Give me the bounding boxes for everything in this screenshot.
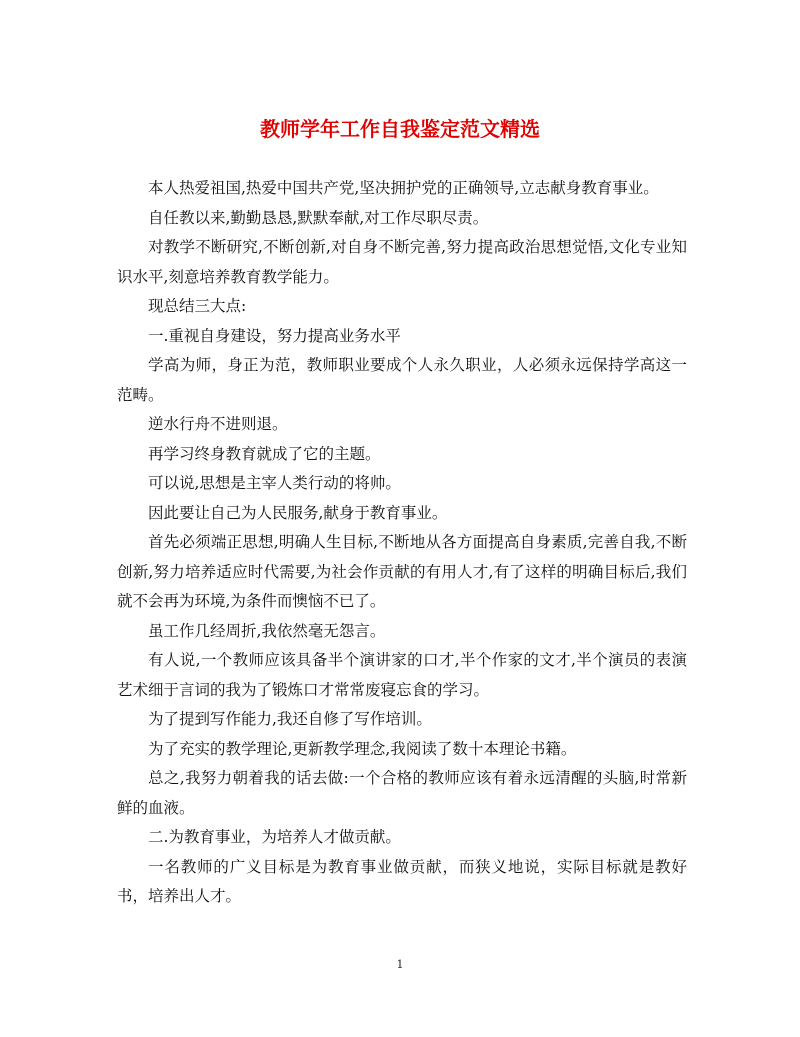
paragraph: 虽工作几经周折,我依然毫无怨言。 xyxy=(148,621,386,640)
page-number: 1 xyxy=(396,958,404,971)
paragraph: 为了充实的教学理论,更新教学理念,我阅读了数十本理论书籍。 xyxy=(148,739,577,758)
paragraph: 自任教以来,勤勤恳恳,默默奉献,对工作尽职尽责。 xyxy=(148,208,489,227)
document-title: 教师学年工作自我鉴定范文精选 xyxy=(260,117,540,141)
paragraph: 现总结三大点: xyxy=(148,297,247,315)
paragraph: 对教学不断研究,不断创新,对自身不断完善,努力提高政治思想觉悟,文化专业知识水平,刻意培养教育教学能力。 xyxy=(117,238,687,286)
section-heading: 一.重视自身建设，努力提高业务水平 xyxy=(148,326,401,345)
paragraph: 逆水行舟不进则退。 xyxy=(148,415,288,433)
paragraph: 因此要让自己为人民服务,献身于教育事业。 xyxy=(148,503,448,522)
paragraph: 可以说,思想是主宰人类行动的将帅。 xyxy=(148,474,401,492)
paragraph: 有人说,一个教师应该具备半个演讲家的口才,半个作家的文才,半个演员的表演艺术细于言词的我为了锻炼口才常常废寝忘食的学习。 xyxy=(117,651,687,699)
paragraph: 学高为师，身正为范，教师职业要成个人永久职业，人必须永远保持学高这一范畴。 xyxy=(117,356,687,404)
paragraph: 本人热爱祖国,热爱中国共产党,坚决拥护党的正确领导,立志献身教育事业。 xyxy=(148,179,659,197)
paragraph: 一名教师的广义目标是为教育事业做贡献，而狭义地说，实际目标就是教好书，培养出人才。 xyxy=(117,857,687,905)
document-body xyxy=(117,174,687,912)
paragraph: 首先必须端正思想,明确人生目标,不断地从各方面提高自身素质,完善自我,不断创新,努力培养适应时代需要,为社会作贡献的有用人才,有了这样的明确目标后,我们就不会再为环境,为条件而懊恼不已了。 xyxy=(117,533,687,610)
section-heading: 二.为教育事业，为培养人才做贡献。 xyxy=(148,828,401,846)
paragraph: 总之,我努力朝着我的话去做:一个合格的教师应该有着永远清醒的头脑,时常新鲜的血液。 xyxy=(117,769,687,817)
paragraph: 为了提到写作能力,我还自修了写作培训。 xyxy=(148,710,432,728)
paragraph: 再学习终身教育就成了它的主题。 xyxy=(148,444,381,463)
